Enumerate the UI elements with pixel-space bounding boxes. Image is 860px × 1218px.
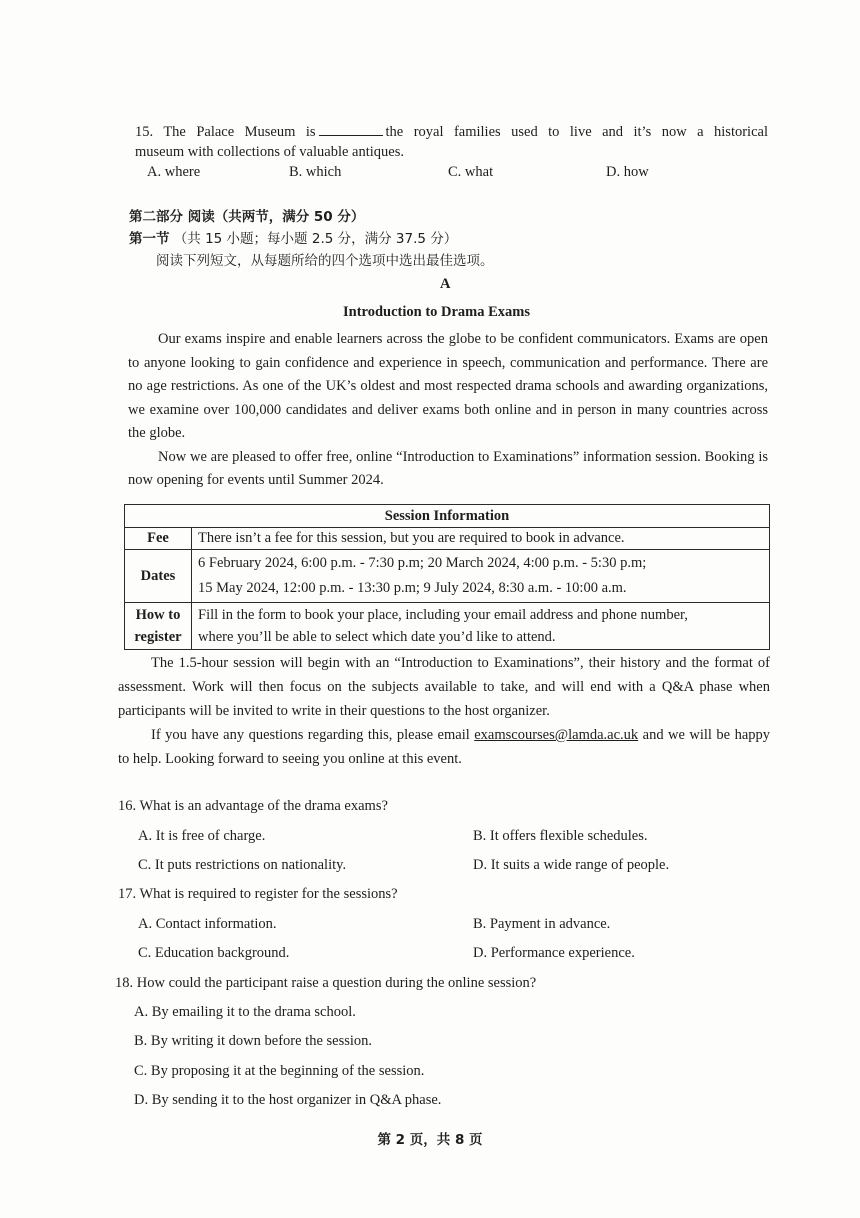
q15-line2: museum with collections of valuable antiques. bbox=[135, 144, 404, 160]
paragraph-1: Our exams inspire and enable learners across the globe to be confident communicators. Exams are open to anyone looking to gain confidence and experience in speech, communication and performance. There are no age restrictions. As one of the UK’s oldest and most respected drama schools and awarding organizations, we examine over 100,000 candidates and deliver exams both online and in person in many countries across the globe. bbox=[128, 331, 768, 441]
how-to-register-text: Fill in the form to book your place, including your email address and phone number, where you’ll be able to select which date you’d like to attend. bbox=[192, 603, 770, 650]
paragraph-2: Now we are pleased to offer free, online “Introduction to Examinations” information session. Booking is now opening for events until Summer 2024. bbox=[128, 448, 768, 488]
dates-line-1: 6 February 2024, 6:00 p.m. - 7:30 p.m; 20 March 2024, 4:00 p.m. - 5:30 p.m; bbox=[198, 555, 647, 571]
dates-cell bbox=[192, 550, 770, 603]
q15-option-d: D. how bbox=[606, 164, 649, 180]
q16-stem: 16. What is an advantage of the drama exams? bbox=[118, 798, 388, 814]
answer-blank bbox=[319, 123, 383, 136]
fee-text: There isn’t a fee for this session, but you are required to book in advance. bbox=[192, 528, 770, 550]
q15-option-b: B. which bbox=[289, 164, 342, 180]
q15-option-a: A. where bbox=[147, 164, 201, 180]
section-heading bbox=[129, 227, 457, 247]
q17-option-b: B. Payment in advance. bbox=[473, 916, 611, 932]
paragraph-4: If you have any questions regarding this, please email examscourses@lamda.ac.uk and we will be happy to help. Looking forward to seeing you online at this event. bbox=[118, 727, 771, 767]
q18-option-b: B. By writing it down before the session. bbox=[134, 1033, 373, 1049]
how-to-register-label: How to register bbox=[125, 603, 192, 650]
passage-letter: A bbox=[440, 276, 451, 292]
section-title: 第一节 bbox=[129, 231, 170, 247]
q16-option-c: C. It puts restrictions on nationality. bbox=[138, 857, 347, 873]
part2-heading: 第二部分 阅读（共两节，满分 50 分） bbox=[129, 209, 365, 225]
passage-closing bbox=[118, 651, 770, 771]
email-link[interactable]: examscourses@lamda.ac.uk bbox=[474, 727, 639, 743]
passage-title: Introduction to Drama Exams bbox=[343, 304, 531, 320]
q17-option-c: C. Education background. bbox=[138, 945, 290, 961]
q17-stem: 17. What is required to register for the sessions? bbox=[118, 886, 398, 902]
q15-line1: 15. The Palace Museum is the royal families used to live and it’s now a historical bbox=[135, 124, 768, 140]
dates-label: Dates bbox=[125, 550, 192, 603]
q16-option-a: A. It is free of charge. bbox=[138, 828, 266, 844]
fee-label: Fee bbox=[125, 528, 192, 550]
reading-instruction: 阅读下列短文，从每题所给的四个选项中选出最佳选项。 bbox=[156, 253, 494, 269]
q16-option-d: D. It suits a wide range of people. bbox=[473, 857, 670, 873]
table-header: Session Information bbox=[125, 505, 770, 528]
q17-option-d: D. Performance experience. bbox=[473, 945, 635, 961]
q17-option-a: A. Contact information. bbox=[138, 916, 277, 932]
dates-line-2: 15 May 2024, 12:00 p.m. - 13:30 p.m; 9 July 2024, 8:30 a.m. - 10:00 a.m. bbox=[198, 580, 627, 596]
page-number: 第 2 页，共 8 页 bbox=[377, 1132, 483, 1148]
q16-option-b: B. It offers flexible schedules. bbox=[473, 828, 648, 844]
q18-option-c: C. By proposing it at the beginning of the session. bbox=[134, 1063, 425, 1079]
passage-intro bbox=[128, 328, 768, 493]
session-info-table bbox=[124, 504, 770, 650]
section-note: （共 15 小题；每小题 2.5 分，满分 37.5 分） bbox=[173, 231, 458, 247]
q18-option-a: A. By emailing it to the drama school. bbox=[134, 1004, 356, 1020]
q18-option-d: D. By sending it to the host organizer in Q&A phase. bbox=[134, 1092, 442, 1108]
paragraph-3: The 1.5-hour session will begin with an “Introduction to Examinations”, their history and the format of assessment. Work will then focus on the subjects available to take, and will end with a Q&A phase when participants will be invited to write in their questions to the host organizer. bbox=[118, 655, 770, 719]
q15-option-c: C. what bbox=[448, 164, 494, 180]
q18-stem: 18. How could the participant raise a question during the online session? bbox=[115, 975, 537, 991]
